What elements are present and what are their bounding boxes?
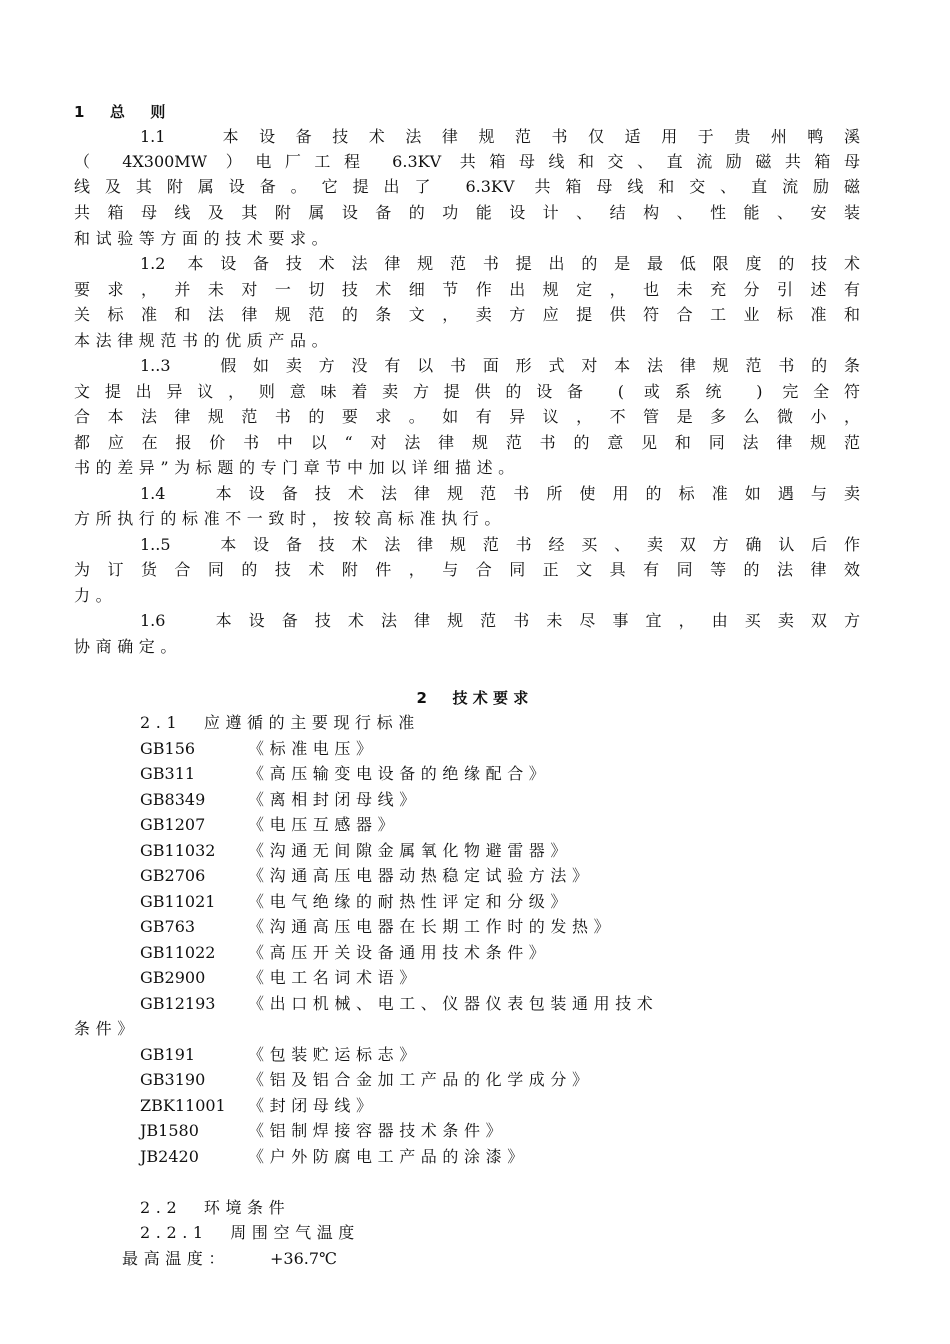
standard-title: 《标准电压》 [248, 739, 378, 758]
standard-code: GB8349 [140, 790, 206, 809]
para-line: 力。 [74, 586, 118, 605]
standard-row-continuation [74, 1017, 860, 1041]
para-line: 合本法律规范书的要求。如有异议，不管是多么微小， [74, 407, 860, 426]
standard-row [140, 813, 860, 837]
standard-row [140, 992, 860, 1016]
standard-code: GB12193 [140, 994, 216, 1013]
standard-row [140, 915, 860, 939]
standard-title: 《电工名词术语》 [248, 968, 421, 987]
standard-code: GB156 [140, 739, 196, 758]
para-line: 1.4 本设备技术法律规范书所使用的标准如遇与卖 [140, 484, 860, 503]
para-line: 1.2 本设备技术法律规范书提出的是最低限度的技术 [140, 254, 860, 273]
standard-title: 《高压开关设备通用技术条件》 [248, 943, 551, 962]
para-line: 都应在报价书中以“对法律规范书的意见和同法律规范 [74, 433, 860, 452]
para-line: 1.1 本设备技术法律规范书仅适用于贵州鸭溪 [140, 127, 860, 146]
standard-code: GB763 [140, 917, 196, 936]
standard-code: JB1580 [140, 1121, 199, 1140]
standard-row [140, 966, 860, 990]
para-line: 线及其附属设备。它提出了 6.3KV 共箱母线和交、直流励磁 [74, 177, 860, 196]
section-2-heading: 2 技术要求 [416, 689, 534, 707]
standard-title: 《户外防腐电工产品的涂漆》 [248, 1147, 529, 1166]
standard-title: 《沟通高压电器在长期工作时的发热》 [248, 917, 616, 936]
para-line: 和试验等方面的技术要求。 [74, 229, 334, 248]
para-line: 要求，并未对一切技术细节作出规定，也未充分引述有 [74, 280, 860, 299]
para-line: 关标准和法律规范的条文，卖方应提供符合工业标准和 [74, 305, 860, 324]
standard-row [140, 1119, 860, 1143]
max-temperature-label: 最高温度： [122, 1249, 231, 1268]
standard-code: GB11022 [140, 943, 216, 962]
standard-title: 《高压输变电设备的绝缘配合》 [248, 764, 551, 783]
standard-code: ZBK11001 [140, 1096, 226, 1115]
standard-title: 《沟通高压电器动热稳定试验方法》 [248, 866, 594, 885]
standard-code: GB11032 [140, 841, 216, 860]
standard-title: 条件》 [74, 1019, 139, 1038]
section-1-heading: 1 总 则 [74, 103, 171, 121]
standard-code: GB311 [140, 764, 196, 783]
para-line: 1.6 本设备技术法律规范书未尽事宜，由买卖双方 [140, 611, 860, 630]
standard-code: JB2420 [140, 1147, 199, 1166]
subsection-2-1: 2.1 应遵循的主要现行标准 [140, 713, 420, 732]
standard-title: 《电压互感器》 [248, 815, 400, 834]
standard-title: 《出口机械、电工、仪器仪表包装通用技术 [248, 994, 659, 1013]
standard-title: 《沟通无间隙金属氧化物避雷器》 [248, 841, 573, 860]
para-line: 1..3 假如卖方没有以书面形式对本法律规范书的条 [140, 356, 860, 375]
para-line: 共箱母线及其附属设备的功能设计、结构、性能、安装 [74, 203, 860, 222]
standard-title: 《铝及铝合金加工产品的化学成分》 [248, 1070, 594, 1089]
para-line: 1..5 本设备技术法律规范书经买、卖双方确认后作 [140, 535, 860, 554]
standard-code: GB11021 [140, 892, 216, 911]
max-temperature-value: +36.7℃ [270, 1249, 337, 1268]
para-line: 为订货合同的技术附件，与合同正文具有同等的法律效 [74, 560, 860, 579]
para-line: 书的差异”为标题的专门章节中加以详细描述。 [74, 458, 520, 477]
standard-row [140, 1094, 860, 1118]
subsection-2-2: 2.2 环境条件 [140, 1198, 291, 1217]
standard-row [140, 788, 860, 812]
standard-row [140, 762, 860, 786]
standard-code: GB191 [140, 1045, 196, 1064]
standard-title: 《电气绝缘的耐热性评定和分级》 [248, 892, 573, 911]
standard-title: 《铝制焊接容器技术条件》 [248, 1121, 508, 1140]
standard-row [140, 864, 860, 888]
standard-row [140, 839, 860, 863]
standard-row [140, 941, 860, 965]
subsection-2-2-1: 2.2.1 周围空气温度 [140, 1223, 360, 1242]
standard-code: GB2706 [140, 866, 206, 885]
para-line: 方所执行的标准不一致时，按较高标准执行。 [74, 509, 507, 528]
para-line: （ 4X300MW ）电厂工程 6.3KV 共箱母线和交、直流励磁共箱母 [74, 152, 860, 171]
standard-title: 《包装贮运标志》 [248, 1045, 421, 1064]
para-line: 本法律规范书的优质产品。 [74, 331, 334, 350]
standard-code: GB2900 [140, 968, 206, 987]
max-temperature-row [122, 1247, 908, 1271]
standard-row [140, 890, 860, 914]
standard-code: GB3190 [140, 1070, 206, 1089]
para-line: 协商确定。 [74, 637, 183, 656]
standard-row [140, 1145, 860, 1169]
standard-row [140, 1068, 860, 1092]
standard-title: 《离相封闭母线》 [248, 790, 421, 809]
para-line: 文提出异议，则意味着卖方提供的设备 ( 或系统 ) 完全符 [74, 382, 860, 401]
standard-row [140, 1043, 860, 1067]
standard-title: 《封闭母线》 [248, 1096, 378, 1115]
standard-code: GB1207 [140, 815, 206, 834]
standard-row [140, 737, 860, 761]
